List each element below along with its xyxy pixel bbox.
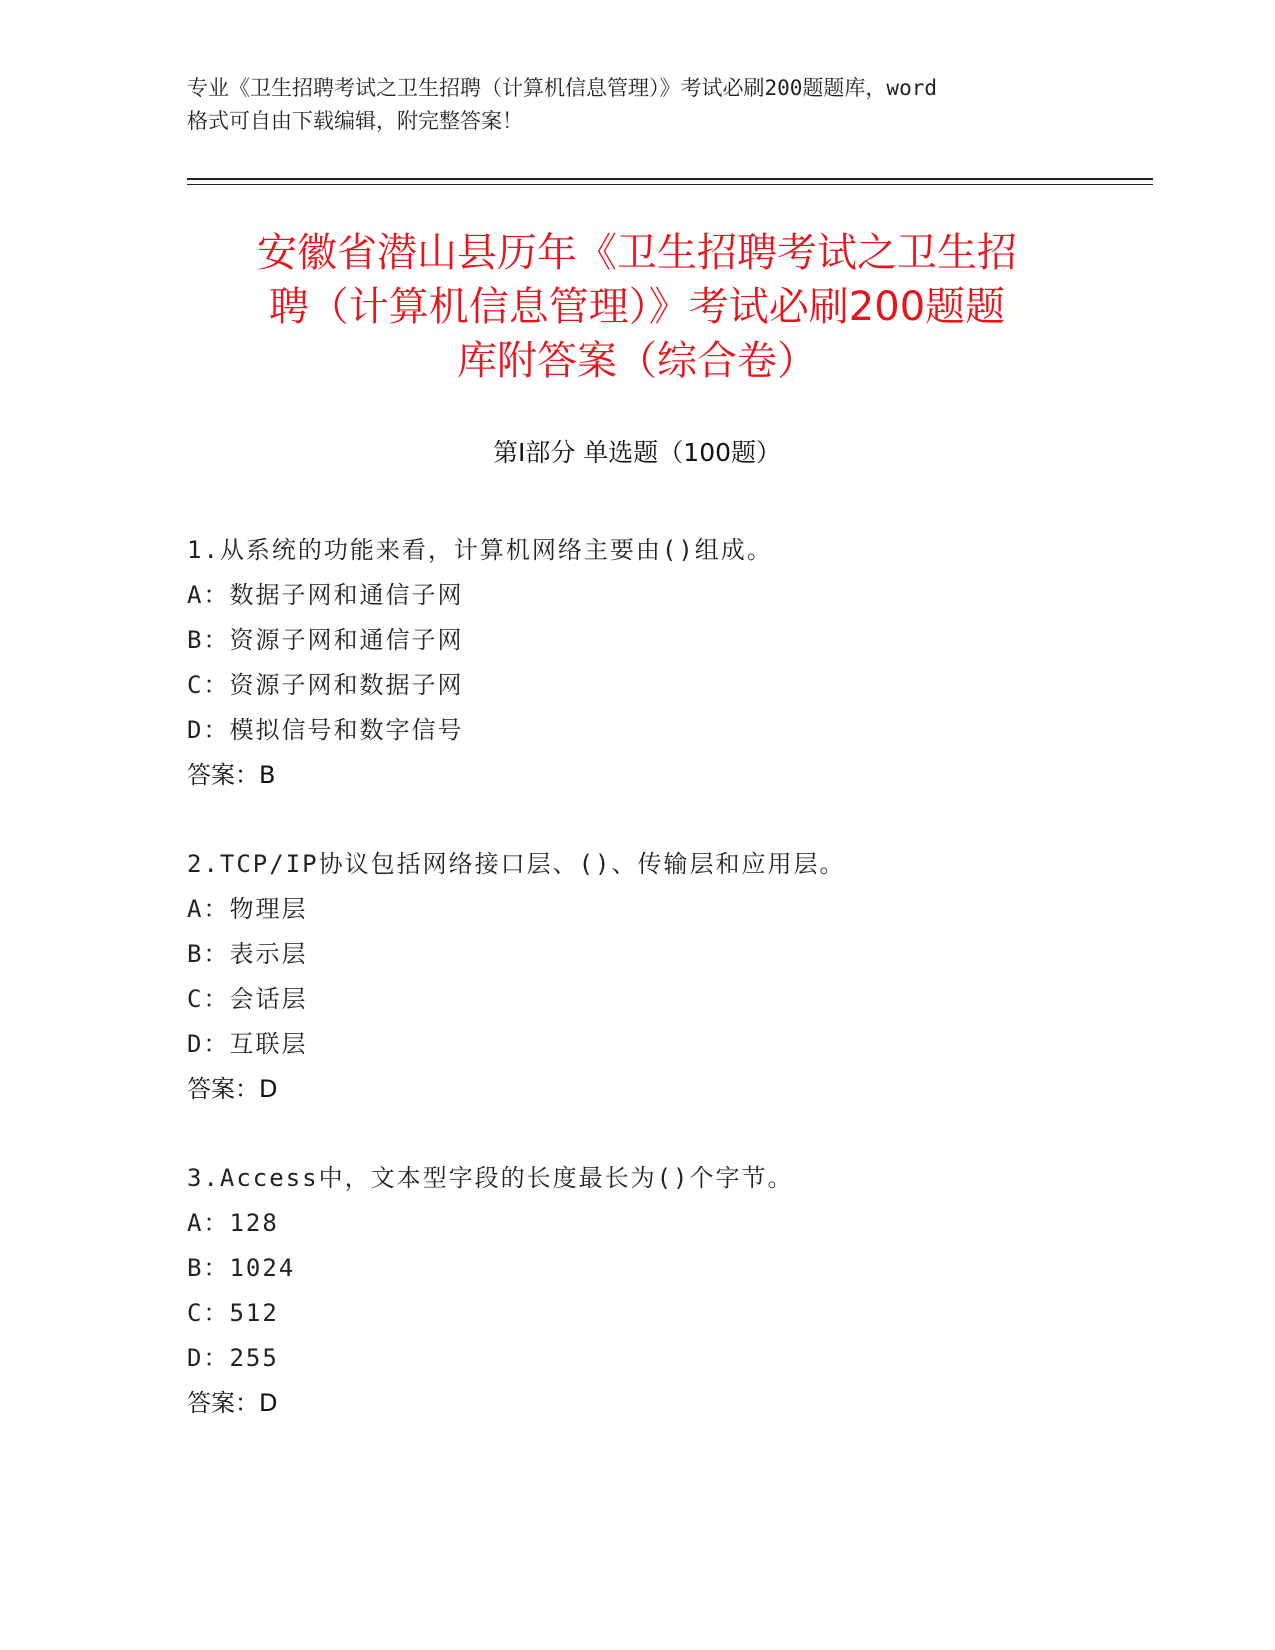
option-a: A：物理层 (187, 895, 308, 923)
header-note-line-1: 专业《卫生招聘考试之卫生招聘（计算机信息管理）》考试必刷200题题库，word (187, 76, 937, 100)
question-item (187, 528, 1087, 798)
header-note (187, 72, 1087, 138)
option-a: A：128 (187, 1209, 279, 1237)
question-stem: 3.Access中，文本型字段的长度最长为()个字节。 (187, 1164, 794, 1192)
question-item (187, 1156, 1087, 1426)
document-title-line-2: 聘（计算机信息管理）》考试必刷200题题 (268, 284, 1006, 330)
question-item (187, 842, 1087, 1112)
document-title (187, 226, 1087, 388)
option-c: C：会话层 (187, 985, 308, 1013)
question-stem: 2.TCP/IP协议包括网络接口层、()、传输层和应用层。 (187, 850, 846, 878)
option-d: D：互联层 (187, 1030, 308, 1058)
option-b: B：资源子网和通信子网 (187, 626, 464, 654)
option-b: B：表示层 (187, 940, 308, 968)
header-note-line-2: 格式可自由下载编辑，附完整答案！ (187, 109, 523, 133)
answer-text: 答案：B (187, 761, 276, 789)
header-divider-thick (187, 178, 1153, 180)
header-divider-thin (187, 184, 1153, 185)
option-a: A：数据子网和通信子网 (187, 581, 464, 609)
answer-text: 答案：D (187, 1075, 278, 1103)
question-list (187, 528, 1087, 1470)
document-title-line-3: 库附答案（综合卷） (457, 338, 817, 384)
option-d: D：模拟信号和数字信号 (187, 716, 464, 744)
question-stem: 1.从系统的功能来看，计算机网络主要由()组成。 (187, 536, 773, 564)
option-c: C：资源子网和数据子网 (187, 671, 464, 699)
option-d: D：255 (187, 1344, 279, 1372)
section-heading: 第Ⅰ部分 单选题（100题） (492, 438, 782, 467)
document-title-line-1: 安徽省潜山县历年《卫生招聘考试之卫生招 (257, 230, 1017, 276)
answer-text: 答案：D (187, 1389, 278, 1417)
option-c: C：512 (187, 1299, 279, 1327)
option-b: B：1024 (187, 1254, 296, 1282)
